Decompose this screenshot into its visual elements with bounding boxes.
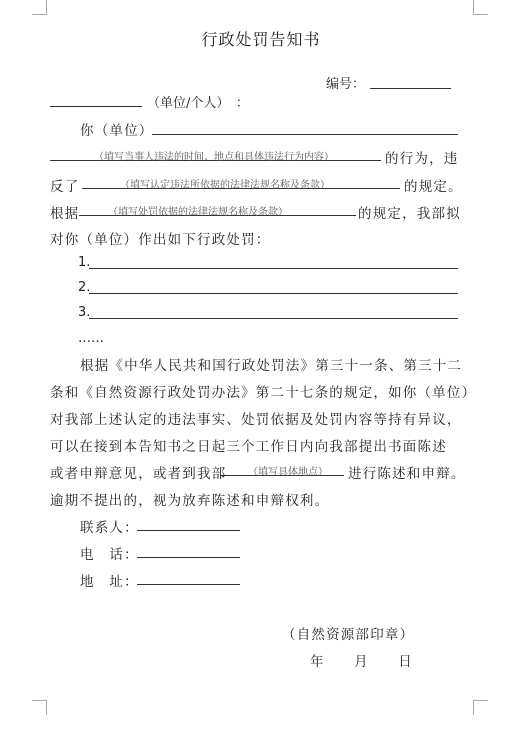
violation-hint: （填写当事人违法的时间、地点和具体违法行为内容） (94, 152, 334, 163)
notice-text: 进行陈述和申辩。 (348, 466, 466, 482)
penalty-item-number: 1. (78, 255, 91, 270)
recipient-suffix: （单位/个人） ： (147, 96, 249, 111)
paragraph-text: 的行为，违 (385, 151, 459, 167)
law-basis-hint: （填写认定违法所依据的法律法规名称及条款） (120, 180, 330, 191)
notice-text: 对我部上述认定的违法事实、处罚依据及处罚内容等持有异议， (50, 412, 462, 428)
address-field[interactable] (137, 584, 240, 585)
paragraph-text: 对你（单位）作出如下行政处罚： (50, 232, 271, 248)
notice-text: 可以在接到本告知书之日起三个工作日内向我部提出书面陈述 (50, 439, 447, 455)
number-label: 编号： (326, 77, 366, 92)
paragraph-text: 的规定，我部拟 (358, 206, 461, 222)
penalty-item-number: 2. (78, 280, 91, 295)
notice-text: 逾期不提出的，视为放弃陈述和申辩权利。 (50, 493, 330, 509)
location-hint: （填写具体地点） (248, 467, 328, 478)
notice-text: 条和《自然资源行政处罚办法》第二十七条的规定，如你（单位） (50, 385, 477, 401)
ellipsis: …… (78, 331, 104, 346)
you-unit-label: 你（单位） (80, 123, 154, 139)
contact-label: 联系人： (80, 520, 139, 536)
phone-field[interactable] (137, 557, 240, 558)
paragraph-text: 根据 (50, 206, 80, 222)
penalty-item-field[interactable] (89, 268, 458, 269)
number-field[interactable] (370, 88, 451, 89)
penalty-item-field[interactable] (89, 293, 458, 294)
notice-text: 根据《中华人民共和国行政处罚法》第三十一条、第三十二 (80, 358, 463, 374)
notice-text: 或者申辩意见，或者到我部 (50, 466, 227, 482)
penalty-item-number: 3. (78, 305, 91, 320)
recipient-field[interactable] (50, 106, 142, 107)
penalty-item-field[interactable] (89, 318, 458, 319)
you-unit-field[interactable] (152, 134, 458, 135)
penalty-basis-hint: （填写处罚依据的法律法规名称及条款） (108, 207, 288, 218)
corner-mark (473, 0, 488, 15)
document-title: 行政处罚告知书 (201, 30, 321, 49)
corner-mark (32, 700, 47, 715)
address-label: 地 址： (80, 574, 139, 590)
contact-field[interactable] (137, 530, 240, 531)
phone-label: 电 话： (80, 547, 139, 563)
paragraph-text: 的规定。 (404, 179, 463, 195)
seal-text: （自然资源部印章） (282, 627, 415, 643)
date-text: 年 月 日 (310, 654, 413, 670)
paragraph-text: 反了 (50, 179, 80, 195)
corner-mark (473, 700, 488, 715)
corner-mark (32, 0, 47, 15)
